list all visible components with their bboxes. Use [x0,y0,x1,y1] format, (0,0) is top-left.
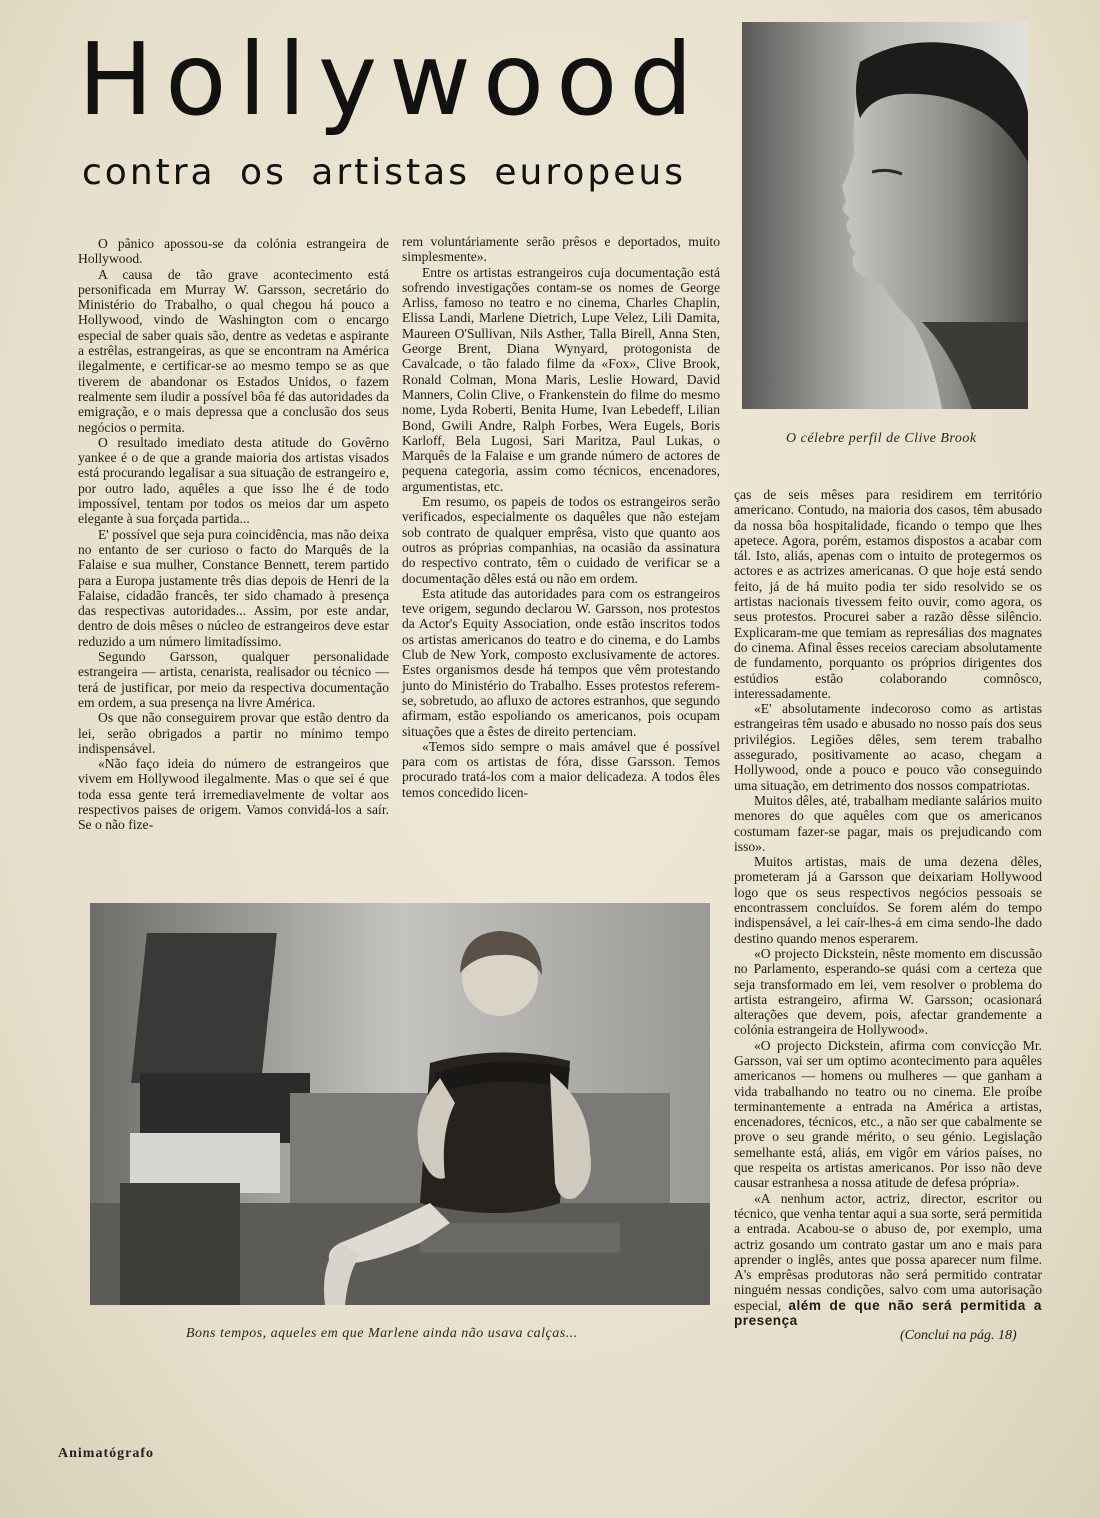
article-column-1 [78,236,389,833]
paragraph: Esta atitude das autoridades para com os estrangeiros teve origem, segundo declarou W. Garsson, nos protestos da Actor's Equity Association, onde estão inscritos todos os artistas americanos do teatro e do cinema, e do Lambs Club de New York, composto exclusivamente de actores. Estes organismos desde há tempos que vêm protestando junto do Ministério do Trabalho. Esses protestos referem-se, sobretudo, ao afluxo de actores estranhos, que segundo afirmam, estão espoliando os americanos, pois ocupam situações que a êstes de direito pertenciam. [402,585,720,739]
paragraph: «E' absolutamente indecoroso como as artistas estrangeiras têm usado e abusado no nosso país dos seus privilégios. Legiões dêles, sem terem trabalho assegurado, positivamente ao acaso, chegam a Hollywood, onde a pouco e pouco vão conseguindo uma situação, em detrimento dos nossos compatriotas. [734,701,1042,793]
paragraph: Entre os artistas estrangeiros cuja documentação está sofrendo investigações contam-se os nomes de George Arliss, famoso no teatro e no cinema, Charles Chaplin, Elissa Landi, Marlene Dietrich, Lupe Velez, Lili Damita, Maureen O'Sullivan, Nils Asther, Talla Birell, Anna Sten, George Brent, Diana Wynyard, protogonista de Cavalcade, o tão falado filme da «Fox», Clive Brook, Ronald Colman, Mona Maris, Leslie Howard, David Manners, Colin Clive, o Frankenstein do filme do mesmo nome, Lyda Roberti, Benita Hume, Ivan Lebedeff, Lilian Bond, Gwili Andre, Ralph Forbes, Wera Eugels, Boris Karloff, Bela Lugosi, Sari Maritza, Paul Lukas, o Marquês de la Falaise e um grande número de actores de pequena categoria, assim como técnicos, encenadores, argumentistas, etc. [402,264,720,494]
bold-ending: além de que não será permitida a presença [734,1297,1042,1329]
paragraph: «O projecto Dickstein, nêste momento em discussão no Parlamento, esperando-se quási com a certeza que seja transformado em lei, vem resolver o problema do artista estrangeiro, afirma W. Garsson; ocasionará alterações que devem, pois, afectar grandemente a colónia estrangeira de Hollywood». [734,945,1042,1038]
paragraph: O pânico apossou-se da colónia estrangeira de Hollywood. [78,236,389,267]
magazine-footer: Animatógrafo [58,1446,154,1461]
clive-brook-caption: O célebre perfil de Clive Brook [786,431,977,446]
clive-brook-photo [742,22,1028,409]
article-column-3 [734,487,1042,1328]
paragraph: O resultado imediato desta atitude do Govêrno yankee é o de que a grande maioria dos artistas visados está procurando legalisar a sua situação de estrangeiro e, por outro lado, aquêles a que isso lhe é de todo impossível, tentam por todos os meios dar um aspeto elegante à sua forçada partida... [78,434,389,527]
marlene-photo [90,903,710,1305]
article-column-2 [402,234,720,800]
article-subtitle: contra os artistas europeus [82,152,686,193]
paragraph: Em resumo, os papeis de todos os estrangeiros serão verificados, especialmente os daquêles que não estejam sob contrato de qualquer emprêsa, visto que quanto aos outros as próprias companhias, na ocasião da assinatura do respectivo contrato, têm o cuidado de verificar se a documentação dêles está ou não em ordem. [402,494,720,586]
paragraph: Segundo Garsson, qualquer personalidade estrangeira — artista, cenarista, realisador ou técnico — terá de justificar, por meio da respectiva documentação em ordem, a sua presença na livre América. [78,649,389,710]
paragraph: A causa de tão grave acontecimento está personificada em Murray W. Garsson, secretário do Ministério do Trabalho, o qual chegou há pouco a Hollywood, vindo de Washington com o encargo especial de saber quais são, dentre as vedetas e aspirante a estrêlas, estrangeiras, as que se encontram na América ilegalmente, e certificar-se ao mesmo tempo se as que tiverem de abandonar os Estados Unidos, o fazem realmente sem iludir a possível bôa fé das autoridades da emigração, e o mais depressa que a conclusão dos seus negócios o permita. [78,266,389,435]
paragraph: «Temos sido sempre o mais amável que é possível para com os artistas de fóra, disse Garsson. Temos procurado tratá-los com a maior delicadeza. A todos êles temos concedido licen- [402,738,720,800]
marlene-caption: Bons tempos, aqueles em que Marlene ainda não usava calças... [186,1326,578,1341]
paragraph: Muitos dêles, até, trabalham mediante salários muito menores do que aquêles com que os americanos costumam fazer-se pagar, mais os prejudicando com isso». [734,792,1042,854]
paragraph: Muitos artistas, mais de uma dezena dêles, prometeram já a Garsson que deixariam Hollywood logo que os seus respectivos negócios pessoais se encontrassem concluídos. Se forem além do tempo indispensável, a lei caír-lhes-á em cima sendo-lhe dado destino quando menos esperarem. [734,854,1042,946]
paragraph: ças de seis mêses para residirem em território americano. Contudo, na maioria dos casos, têm abusado da nossa bôa hospitalidade, ficando o tempo que lhes apetece. Agora, porém, estamos dispostos a acabar com tál. Isto, aliás, apenas com o intuito de protegermos os actores e as actrizes americanas. O que hoje está sendo feito, já de há muito podia ter sido resolvido se os artistas nacionais tivessem feito ouvir, como agora, os seus protestos. Procurei saber a razão dêsse silêncio. Explicaram-me que temiam as represálias dos magnates do cinema. Afinal êsses receios careciam absolutamente de fundamento, porquanto os próprios dirigentes dos estúdios estão colaborando comnôsco, interessadamente. [734,487,1042,701]
paragraph: rem voluntáriamente serão prêsos e deportados, muito simplesmente». [402,234,720,265]
paragraph: «O projecto Dickstein, afirma com convicção Mr. Garsson, vai ser um optimo acontecimento para aquêles americanos — homens ou mulheres — que ganham a vida trabalhando no teatro ou no cinema. Ele proíbe terminantemente a entrada na América a artistas, encenadores, técnicos, etc., a não ser que cabalmente se prove o seu grande mérito, o seu génio. Legislação semelhante está, aliás, em vigôr em vários países, no que respeita os artistas americanos. Por isso não deve causar estranhesa a nossa atitude de defesa própria». [734,1037,1042,1191]
continued-note: (Conclui na pág. 18) [900,1328,1017,1343]
paragraph [734,1191,1042,1329]
paragraph: Os que não conseguirem provar que estão dentro da lei, serão obrigados a partir no mínimo tempo indispensável. [78,710,389,756]
paragraph-text: «A nenhum actor, actriz, director, escritor ou técnico, que venha tentar aqui a sua sorte, será permitida a entrada. Acabou-se o abuso de, por exemplo, uma actriz gosando um contrato gastar um ano e mais para aprender o inglês, antes que possa aparecer num filme. A's emprêsas produtoras não será permitido contratar ninguém nessas condições, salvo com uma autorisação especial, [734,1190,1042,1313]
paragraph: «Não faço ideia do número de estrangeiros que vivem em Hollywood ilegalmente. Mas o que sei é que toda essa gente terá irremediavelmente de voltar aos respectivos paises de origem. Vamos convidá-los a saír. Se o não fize- [78,756,389,833]
paragraph: E' possível que seja pura coincidência, mas não deixa no entanto de ser curioso o facto do Marquês de la Falaise e sua mulher, Constance Bennett, terem partido para a Europa justamente três dias depois de Henri de la Falaise, cidadão francês, ter sido chamado à presença das respectivas autoridades... Assim, por este andar, dentro de dois mêses o núcleo de estrangeiros deve estar reduzido a um número limitadíssimo. [78,526,389,649]
article-title: Hollywood [78,21,705,138]
